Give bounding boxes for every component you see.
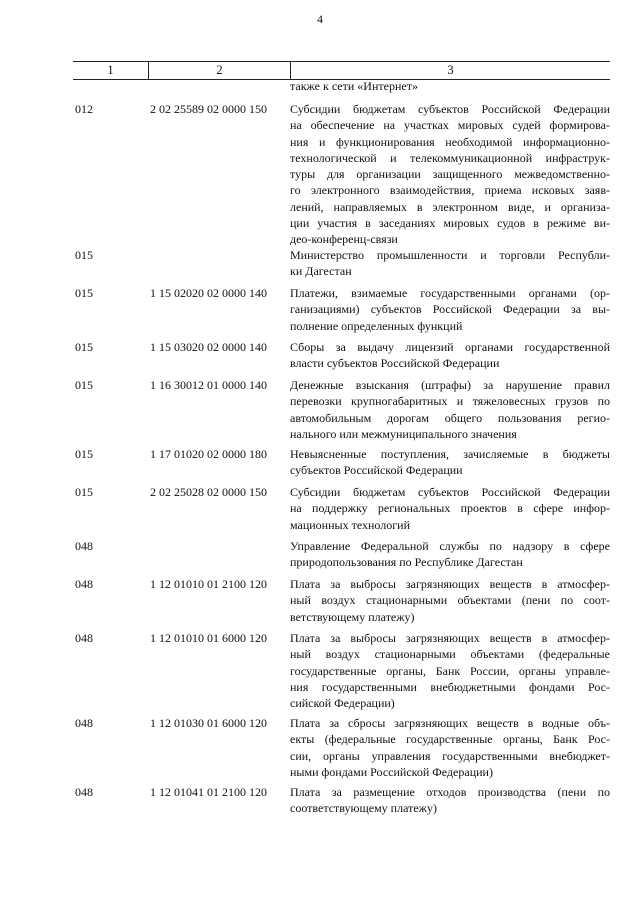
description-line: технологической и телекоммуникационной инфраструк- bbox=[290, 150, 610, 165]
revenue-description bbox=[290, 78, 610, 94]
description-line: соответствующему платежу) bbox=[290, 801, 437, 816]
revenue-description bbox=[290, 576, 610, 625]
revenue-code: 1 17 01020 02 0000 180 bbox=[150, 447, 267, 461]
description-line: перевозки крупногабаритных и тяжеловесных грузов по bbox=[290, 394, 610, 409]
description-line: ки Дагестан bbox=[290, 264, 352, 279]
admin-code: 048 bbox=[75, 539, 93, 553]
description-line: ния и функционирования необходимой информационно- bbox=[290, 134, 610, 149]
description-line: ными фондами Российской Федерации) bbox=[290, 764, 493, 779]
description-line: ции участия в заседаниях мировых судов в режиме ви- bbox=[290, 216, 610, 231]
revenue-description bbox=[290, 101, 610, 248]
description-line: сийской Федерации) bbox=[290, 696, 395, 711]
revenue-code: 1 12 01010 01 6000 120 bbox=[150, 631, 267, 645]
description-line: автомобильным дорогам общего пользования регио- bbox=[290, 410, 610, 425]
revenue-code: 2 02 25028 02 0000 150 bbox=[150, 485, 267, 499]
revenue-description bbox=[290, 715, 610, 780]
revenue-code: 1 12 01041 01 2100 120 bbox=[150, 785, 267, 799]
description-line: полнение определенных функций bbox=[290, 318, 463, 333]
revenue-description bbox=[290, 339, 610, 372]
revenue-code: 2 02 25589 02 0000 150 bbox=[150, 102, 267, 116]
page-number: 4 bbox=[317, 12, 323, 26]
revenue-code: 1 15 02020 02 0000 140 bbox=[150, 286, 267, 300]
description-line: екты (федеральные государственные органы, Банк Рос- bbox=[290, 732, 610, 747]
column-header-2: 2 bbox=[148, 62, 290, 79]
description-line: власти субъектов Российской Федерации bbox=[290, 356, 500, 371]
description-line: Министерство промышленности и торговли Республи- bbox=[290, 248, 610, 262]
revenue-description bbox=[290, 484, 610, 533]
description-line: ганизациями) субъектов Российской Федерации за вы- bbox=[290, 302, 610, 317]
description-line: Субсидии бюджетам субъектов Российской Федерации bbox=[290, 485, 610, 499]
description-line: ный воздух стационарными объектами (пени по соот- bbox=[290, 593, 610, 608]
revenue-description bbox=[290, 784, 610, 817]
description-line: туры для организации защищенного межведомственно- bbox=[290, 167, 610, 182]
description-line: Платежи, взимаемые государственными органами (ор- bbox=[290, 286, 610, 300]
revenue-description bbox=[290, 538, 610, 571]
description-line: сии, органы управления государственными внебюджет- bbox=[290, 748, 610, 763]
revenue-description bbox=[290, 377, 610, 442]
description-line: ветствующему платежу) bbox=[290, 609, 415, 624]
revenue-code: 1 15 03020 02 0000 140 bbox=[150, 340, 267, 354]
description-line: природопользования по Республике Дагестан bbox=[290, 555, 523, 570]
description-line: лений, направляемых в электронном виде, и организа- bbox=[290, 199, 610, 214]
description-line: субъектов Российской Федерации bbox=[290, 463, 463, 478]
revenue-description bbox=[290, 285, 610, 334]
description-line: Невыясненные поступления, зачисляемые в бюджеты bbox=[290, 447, 610, 461]
admin-code: 015 bbox=[75, 248, 93, 262]
description-line: Управление Федеральной службы по надзору в сфере bbox=[290, 539, 610, 553]
description-line: го электронного взаимодействия, приема исковых заяв- bbox=[290, 183, 610, 198]
admin-code: 015 bbox=[75, 447, 93, 461]
description-line: мационных технологий bbox=[290, 517, 411, 532]
revenue-code: 1 12 01030 01 6000 120 bbox=[150, 716, 267, 730]
description-line: Плата за сбросы загрязняющих веществ в водные объ- bbox=[290, 716, 610, 730]
admin-code: 015 bbox=[75, 286, 93, 300]
description-line: Плата за выбросы загрязняющих веществ в атмосфер- bbox=[290, 577, 610, 591]
description-line: Плата за размещение отходов производства (пени по bbox=[290, 785, 610, 799]
admin-code: 048 bbox=[75, 631, 93, 645]
description-line: на обеспечение на участках мировых судей формирова- bbox=[290, 118, 610, 133]
description-line: государственные органы, Банк России, органы управле- bbox=[290, 663, 610, 678]
admin-code: 048 bbox=[75, 716, 93, 730]
admin-code: 048 bbox=[75, 785, 93, 799]
admin-code: 048 bbox=[75, 577, 93, 591]
description-line: Субсидии бюджетам субъектов Российской Федерации bbox=[290, 102, 610, 116]
description-line: Плата за выбросы загрязняющих веществ в атмосфер- bbox=[290, 631, 610, 645]
admin-code: 012 bbox=[75, 102, 93, 116]
admin-code: 015 bbox=[75, 485, 93, 499]
description-line: Сборы за выдачу лицензий органами государственной bbox=[290, 340, 610, 354]
description-line: на поддержку региональных проектов в сфере инфор- bbox=[290, 501, 610, 516]
description-line: ния государственными внебюджетными фондами Рос- bbox=[290, 679, 610, 694]
revenue-code: 1 12 01010 01 2100 120 bbox=[150, 577, 267, 591]
description-line: нального или межмуниципального значения bbox=[290, 426, 517, 441]
column-header-3: 3 bbox=[290, 62, 610, 79]
revenue-description bbox=[290, 247, 610, 280]
column-header-1: 1 bbox=[107, 63, 114, 77]
revenue-description bbox=[290, 446, 610, 479]
revenue-description bbox=[290, 630, 610, 711]
admin-code: 015 bbox=[75, 378, 93, 392]
description-line: део-конференц-связи bbox=[290, 232, 398, 247]
admin-code: 015 bbox=[75, 340, 93, 354]
revenue-code: 1 16 30012 01 0000 140 bbox=[150, 378, 267, 392]
description-line: также к сети «Интернет» bbox=[290, 79, 418, 93]
description-line: ный воздух стационарными объектами (федеральные bbox=[290, 647, 610, 662]
description-line: Денежные взыскания (штрафы) за нарушение правил bbox=[290, 378, 610, 392]
